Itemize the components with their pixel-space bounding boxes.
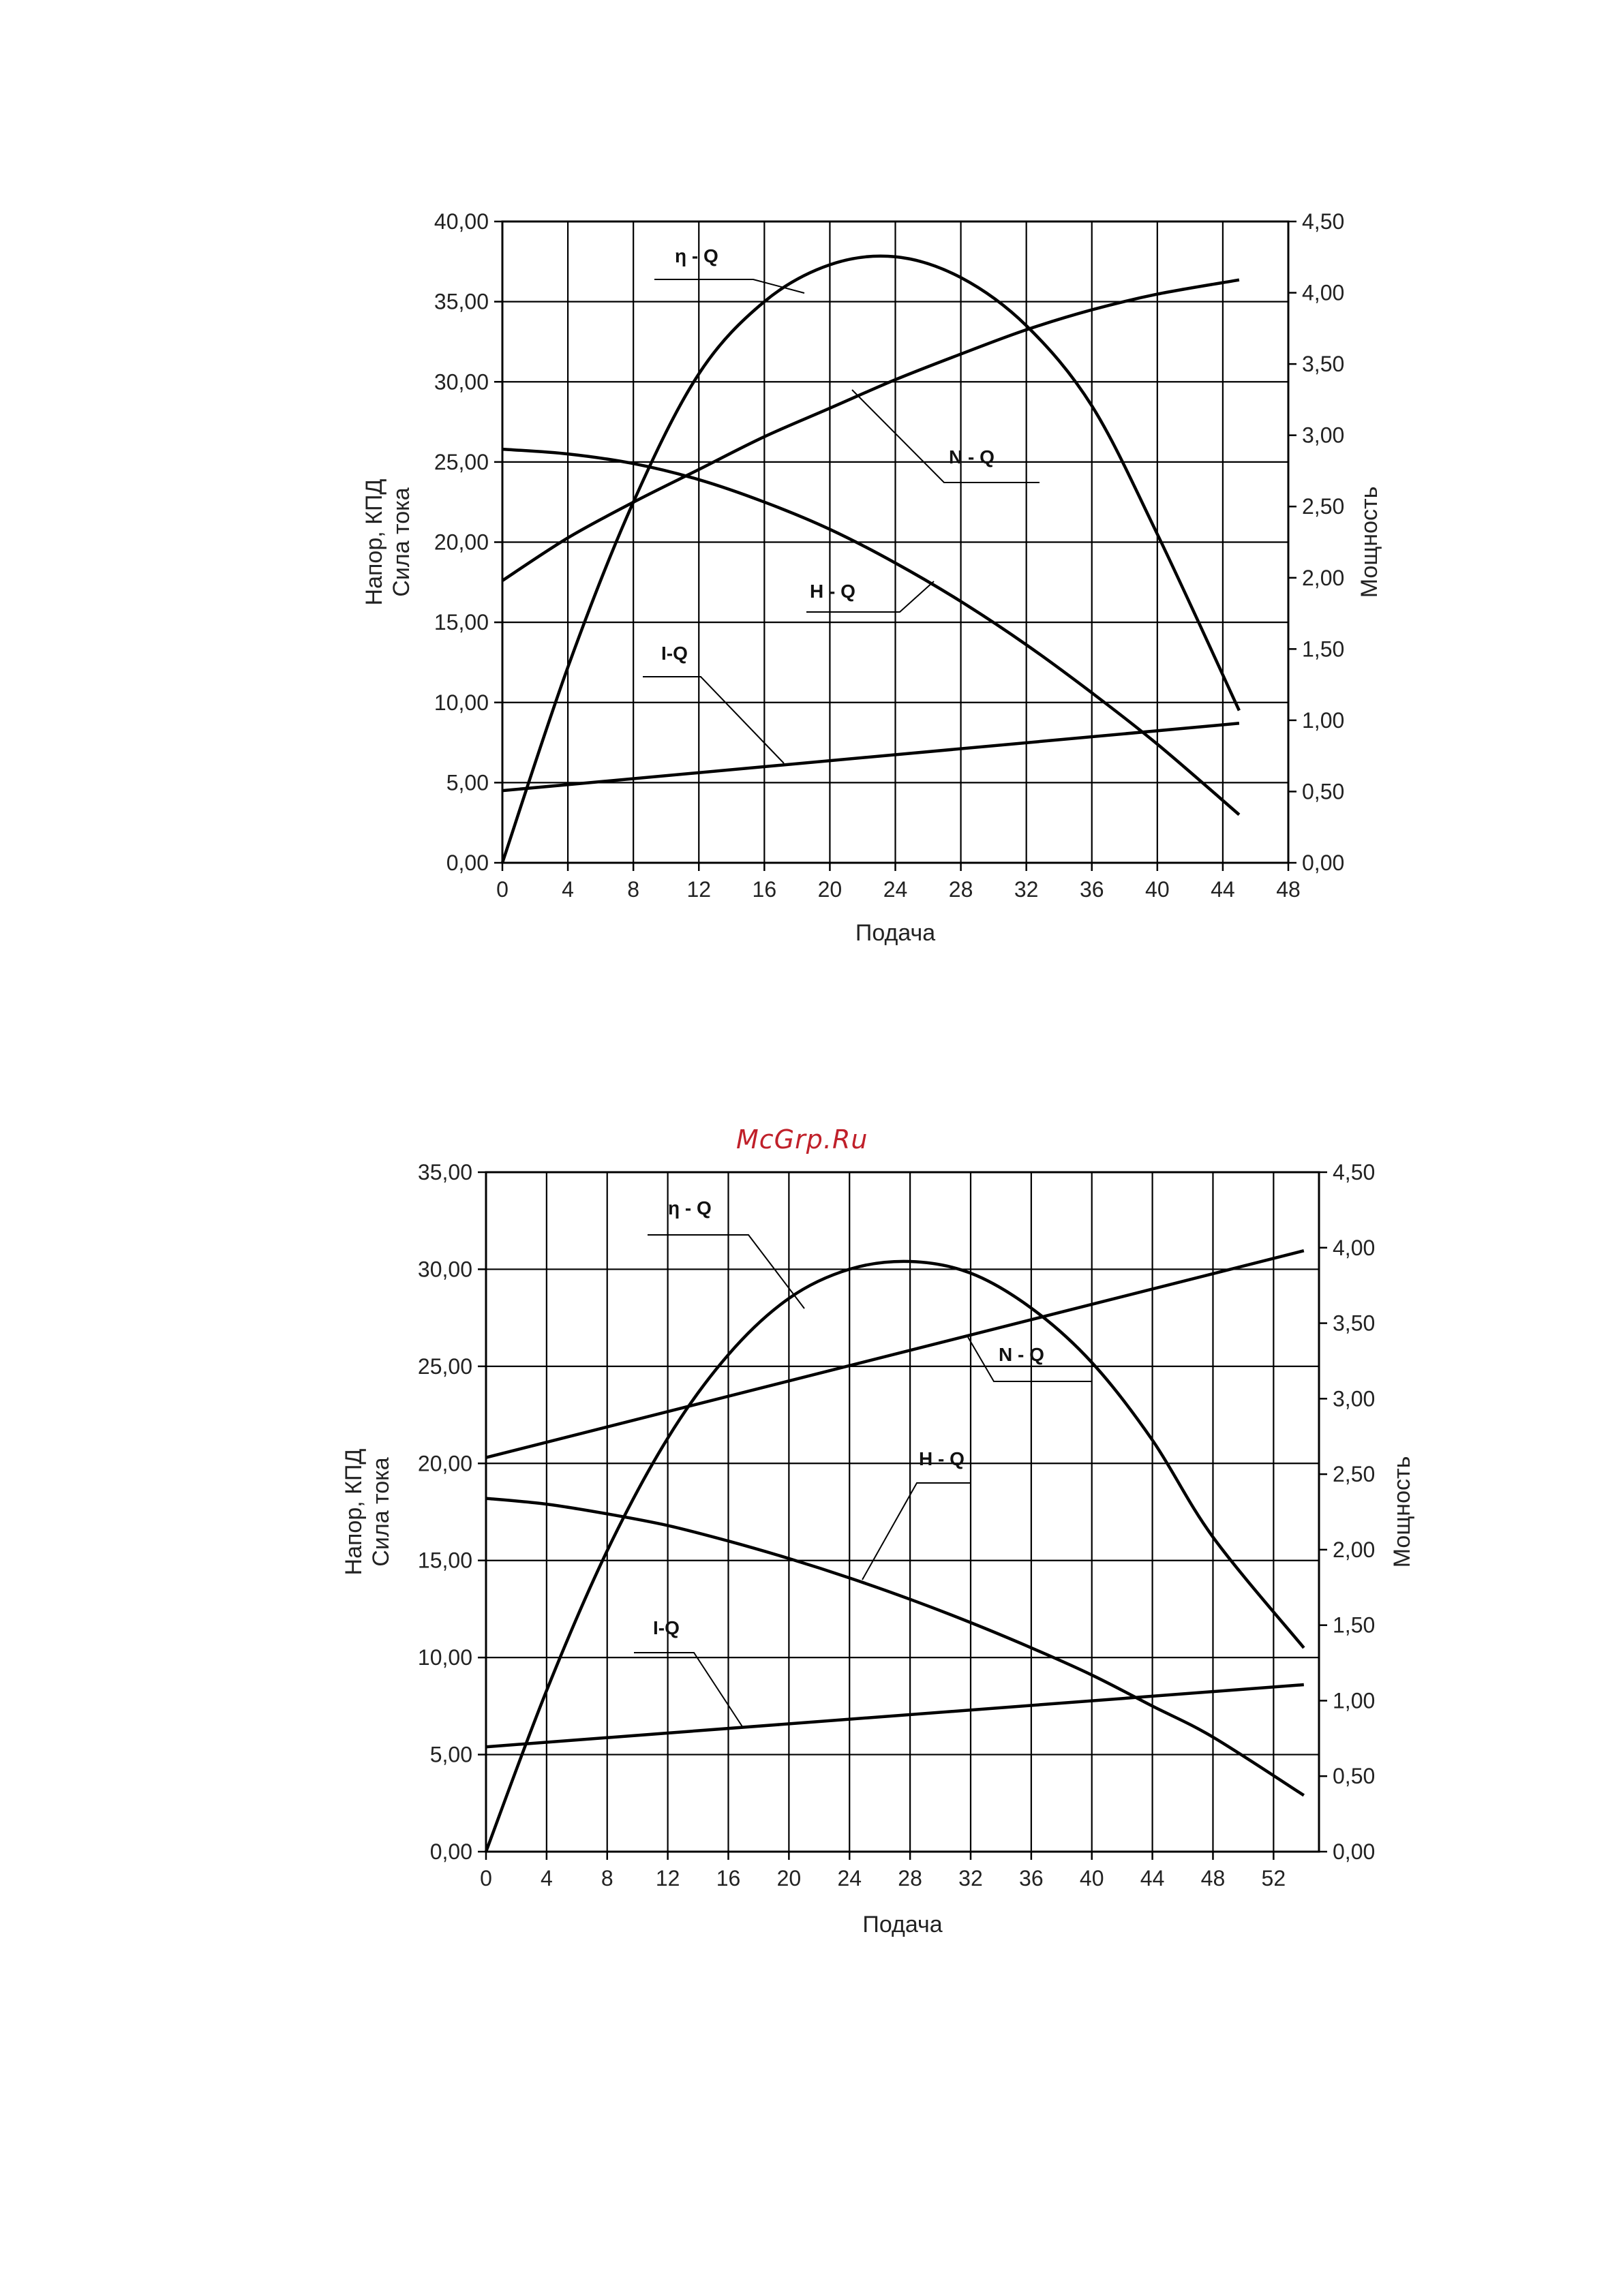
y-right-tick-label: 3,50	[1302, 352, 1345, 377]
y-left-tick-label: 5,00	[446, 770, 489, 795]
y-right-tick-label: 2,50	[1333, 1462, 1376, 1487]
x-tick-label: 44	[1211, 877, 1235, 902]
x-tick-label: 8	[627, 877, 640, 902]
series-line-eta-q	[486, 1261, 1304, 1852]
leader-line-h-q	[862, 1483, 970, 1580]
x-tick-label: 40	[1079, 1866, 1104, 1891]
y-left-tick-label: 5,00	[429, 1742, 472, 1767]
y-right-tick-label: 1,50	[1302, 637, 1345, 662]
y-left-tick-label: 35,00	[417, 1160, 472, 1184]
y-left-axis-title: Напор, КПД	[341, 1448, 367, 1576]
x-tick-label: 32	[958, 1866, 983, 1891]
x-tick-label: 12	[686, 877, 712, 902]
leader-line-n-q	[852, 390, 1040, 483]
y-right-tick-label: 4,50	[1333, 1160, 1376, 1184]
y-left-tick-label: 25,00	[434, 449, 489, 474]
curve-label-i-q: I-Q	[661, 643, 688, 664]
x-tick-label: 36	[1019, 1866, 1044, 1891]
y-left-tick-label: 35,00	[434, 289, 489, 314]
x-tick-label: 12	[655, 1866, 680, 1891]
curve-label-h-q: H - Q	[919, 1448, 965, 1469]
curve-label-eta-q: η - Q	[668, 1197, 712, 1219]
x-axis-title: Подача	[855, 920, 936, 946]
series-line-i-q	[502, 723, 1239, 791]
curve-label-eta-q: η - Q	[675, 245, 718, 266]
x-tick-label: 32	[1014, 877, 1039, 902]
y-right-axis-title: Мощность	[1389, 1456, 1415, 1568]
y-left-tick-label: 0,00	[429, 1839, 472, 1864]
x-tick-label: 0	[480, 1866, 492, 1891]
curve-label-h-q: H - Q	[810, 581, 855, 602]
x-tick-label: 28	[948, 877, 973, 902]
y-right-tick-label: 0,00	[1302, 851, 1345, 875]
x-tick-label: 0	[496, 877, 509, 902]
pump-chart-2	[341, 1160, 1415, 1938]
y-right-tick-label: 3,00	[1333, 1386, 1376, 1411]
y-left-tick-label: 0,00	[446, 851, 489, 875]
watermark-text: McGrp.Ru	[736, 1124, 868, 1154]
y-right-tick-label: 4,50	[1302, 209, 1345, 234]
y-right-tick-label: 3,50	[1333, 1311, 1376, 1336]
x-tick-label: 44	[1140, 1866, 1165, 1891]
y-left-tick-label: 30,00	[417, 1257, 472, 1282]
x-tick-label: 48	[1200, 1866, 1226, 1891]
x-axis-title: Подача	[862, 1912, 943, 1938]
y-right-tick-label: 1,00	[1302, 707, 1345, 733]
x-tick-label: 8	[601, 1866, 613, 1891]
y-left-axis-title: Напор, КПД	[361, 478, 387, 606]
curve-label-n-q: N - Q	[999, 1344, 1044, 1365]
y-left-tick-label: 15,00	[417, 1548, 472, 1573]
series-line-n-q	[486, 1251, 1304, 1458]
leader-line-i-q	[643, 677, 784, 763]
y-left-axis-title: Сила тока	[368, 1457, 394, 1567]
y-left-tick-label: 20,00	[434, 530, 489, 555]
y-right-tick-label: 0,50	[1302, 779, 1345, 804]
y-left-tick-label: 20,00	[417, 1451, 472, 1476]
x-tick-label: 4	[562, 877, 574, 902]
y-left-tick-label: 40,00	[434, 209, 489, 234]
y-right-axis-title: Мощность	[1356, 486, 1382, 598]
x-tick-label: 48	[1276, 877, 1301, 902]
x-tick-label: 16	[752, 877, 777, 902]
curve-label-i-q: I-Q	[653, 1617, 680, 1638]
y-left-tick-label: 25,00	[417, 1353, 472, 1379]
x-tick-label: 24	[837, 1866, 862, 1891]
series-line-i-q	[486, 1685, 1304, 1747]
y-left-axis-title: Сила тока	[389, 487, 414, 597]
y-right-tick-label: 3,00	[1302, 423, 1345, 448]
x-tick-label: 20	[817, 877, 843, 902]
x-tick-label: 20	[776, 1866, 802, 1891]
pump-chart-1	[361, 209, 1382, 946]
x-tick-label: 24	[883, 877, 908, 902]
x-tick-label: 16	[716, 1866, 741, 1891]
series-line-eta-q	[502, 256, 1239, 863]
y-right-tick-label: 2,00	[1302, 565, 1345, 590]
y-right-tick-label: 0,00	[1333, 1839, 1376, 1864]
x-tick-label: 52	[1261, 1866, 1286, 1891]
y-left-tick-label: 30,00	[434, 369, 489, 395]
x-tick-label: 4	[540, 1866, 553, 1891]
y-left-tick-label: 10,00	[434, 690, 489, 715]
y-right-tick-label: 1,00	[1333, 1688, 1376, 1713]
y-left-tick-label: 10,00	[417, 1645, 472, 1670]
series-line-n-q	[502, 280, 1239, 581]
curve-label-n-q: N - Q	[949, 446, 995, 468]
x-tick-label: 28	[898, 1866, 922, 1891]
series-line-h-q	[502, 449, 1239, 814]
leader-line-eta-q	[648, 1235, 804, 1308]
y-right-tick-label: 4,00	[1302, 280, 1345, 305]
x-tick-label: 40	[1145, 877, 1170, 902]
series-line-h-q	[486, 1499, 1304, 1796]
y-right-tick-label: 0,50	[1333, 1764, 1376, 1789]
leader-line-i-q	[634, 1653, 743, 1728]
plot-frame	[486, 1172, 1319, 1852]
y-right-tick-label: 1,50	[1333, 1612, 1376, 1638]
leader-line-eta-q	[654, 279, 804, 293]
y-right-tick-label: 2,50	[1302, 494, 1345, 519]
y-left-tick-label: 15,00	[434, 610, 489, 635]
y-right-tick-label: 4,00	[1333, 1235, 1376, 1260]
x-tick-label: 36	[1079, 877, 1104, 902]
y-right-tick-label: 2,00	[1333, 1537, 1376, 1562]
